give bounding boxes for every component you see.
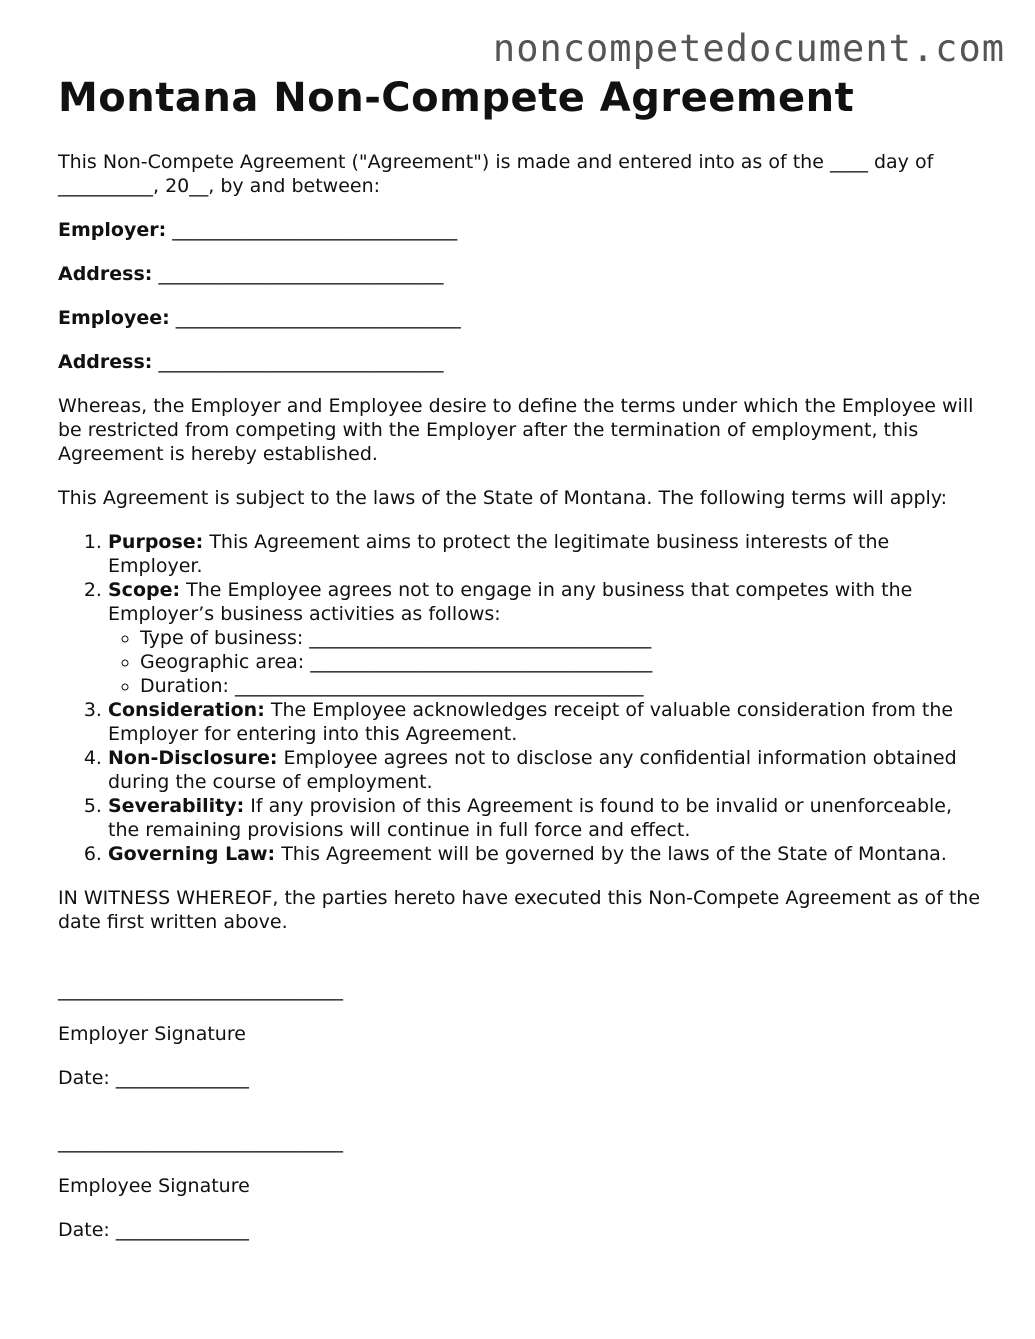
employee-signature-label: Employee Signature bbox=[58, 1175, 250, 1197]
employer-signature-label: Employer Signature bbox=[58, 1023, 246, 1045]
term-heading: Consideration: bbox=[108, 699, 265, 721]
term-heading: Purpose: bbox=[108, 531, 204, 553]
intro-paragraph: This Non-Compete Agreement ("Agreement") is made and entered into as of the ____ day of __________, 20__, by and between: bbox=[58, 151, 934, 197]
witness-paragraph: IN WITNESS WHEREOF, the parties hereto have executed this Non-Compete Agreement as of the date first written above. bbox=[58, 887, 981, 933]
term-text: Employee agrees not to disclose any confidential information obtained during the course of employment. bbox=[108, 747, 957, 793]
employer-signature-line: ______________________________ bbox=[58, 979, 343, 1001]
term-heading: Severability: bbox=[108, 795, 245, 817]
employee-address-field bbox=[58, 350, 988, 374]
term-heading: Governing Law: bbox=[108, 843, 276, 865]
term-governing-law bbox=[108, 842, 988, 866]
employer-label: Employer: bbox=[58, 219, 167, 241]
employer-blank: ______________________________ bbox=[172, 219, 458, 241]
term-non-disclosure bbox=[108, 746, 988, 794]
term-purpose bbox=[108, 530, 988, 578]
scope-duration: ◦ Duration: ___________________________________________ bbox=[140, 674, 988, 698]
term-text: The Employee acknowledges receipt of valuable consideration from the Employer for entering into this Agreement. bbox=[108, 699, 954, 745]
watermark: noncompetedocument.com bbox=[492, 27, 1005, 70]
document-title: Montana Non-Compete Agreement bbox=[58, 75, 855, 121]
scope-geographic-area: ◦ Geographic area: ____________________________________ bbox=[140, 650, 988, 674]
term-heading: Scope: bbox=[108, 579, 181, 601]
term-text: The Employee agrees not to engage in any business that competes with the Employer’s business activities as follows: bbox=[108, 579, 913, 625]
employee-address-label: Address: bbox=[58, 351, 153, 373]
employee-date-field: Date: ______________ bbox=[58, 1219, 249, 1241]
document-body bbox=[58, 74, 988, 1262]
subject-paragraph: This Agreement is subject to the laws of the State of Montana. The following terms will apply: bbox=[58, 487, 948, 509]
terms-list bbox=[58, 530, 988, 866]
employer-date-field: Date: ______________ bbox=[58, 1067, 249, 1089]
term-text: This Agreement aims to protect the legitimate business interests of the Employer. bbox=[108, 531, 890, 577]
employee-field bbox=[58, 306, 988, 330]
employee-label: Employee: bbox=[58, 307, 170, 329]
employee-address-blank: ______________________________ bbox=[158, 351, 444, 373]
employer-address-field bbox=[58, 262, 988, 286]
employer-field bbox=[58, 218, 988, 242]
scope-list bbox=[108, 626, 988, 698]
employer-address-label: Address: bbox=[58, 263, 153, 285]
whereas-paragraph: Whereas, the Employer and Employee desire to define the terms under which the Employee will be restricted from competing with the Employer after the termination of employment, this Agreement is hereby established. bbox=[58, 395, 974, 465]
term-text: If any provision of this Agreement is found to be invalid or unenforceable, the remaining provisions will continue in full force and effect. bbox=[108, 795, 953, 841]
term-consideration bbox=[108, 698, 988, 746]
employee-signature-line: ______________________________ bbox=[58, 1131, 343, 1153]
term-severability bbox=[108, 794, 988, 842]
employer-address-blank: ______________________________ bbox=[158, 263, 444, 285]
term-scope bbox=[108, 578, 988, 698]
term-text: This Agreement will be governed by the laws of the State of Montana. bbox=[275, 843, 947, 865]
term-heading: Non-Disclosure: bbox=[108, 747, 278, 769]
employee-blank: ______________________________ bbox=[175, 307, 461, 329]
scope-type-of-business: ◦ Type of business: ____________________________________ bbox=[140, 626, 988, 650]
